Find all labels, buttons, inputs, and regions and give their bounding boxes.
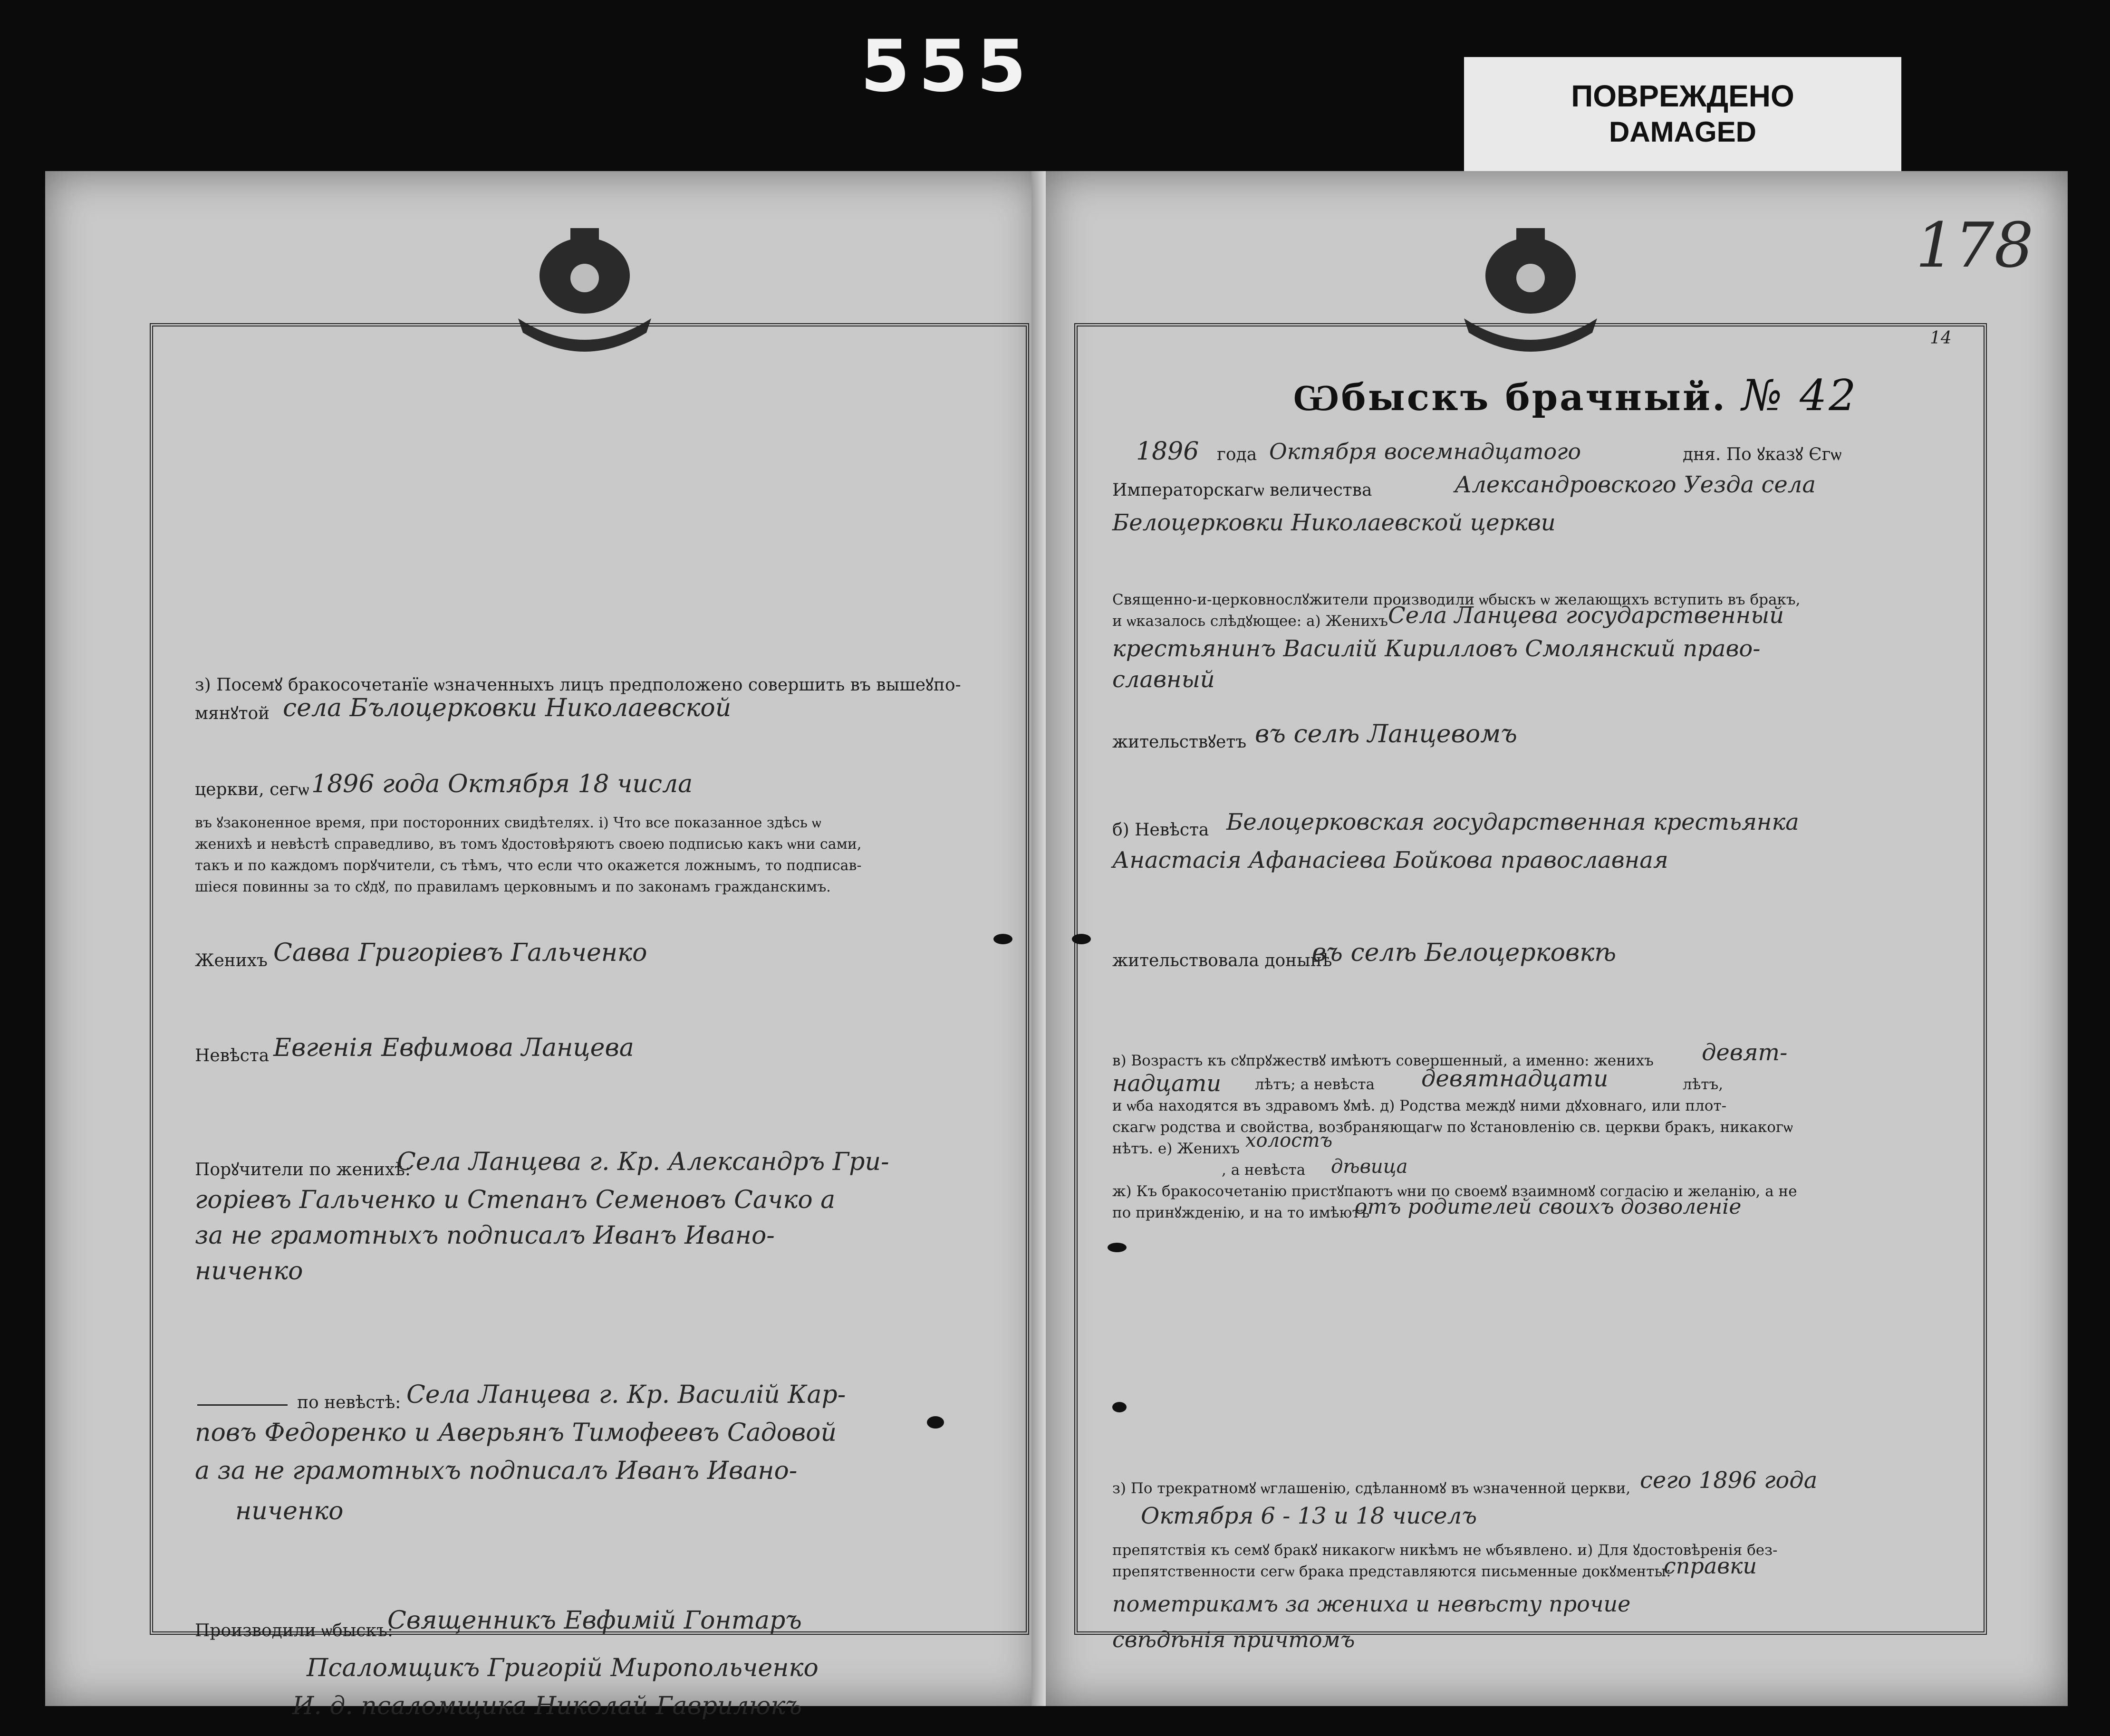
document-title-text: Ѡбыскъ брачный.	[1293, 376, 1727, 419]
bride-guarantors-hw-4: ниченко	[235, 1497, 344, 1525]
consent-line-2: по принꙋжденiю, и на то имѣютъ	[1112, 1204, 1370, 1221]
bride-guarantors-hw-2: повъ Федоренко и Аверьянъ Тимофеевъ Садовой	[195, 1419, 837, 1447]
frame-number: 555	[860, 25, 1035, 108]
intro-church-hw: Белоцерковки Николаевской церкви	[1112, 509, 1556, 536]
groom-guarantors-hw-4: ниченко	[195, 1257, 303, 1285]
inquiry-signature-2: Псаломщикъ Григорiй Миропольченко	[307, 1654, 819, 1682]
groom-age-hw-2: надцати	[1112, 1070, 1222, 1097]
ink-blot	[1072, 934, 1091, 944]
intro-date-hw: Октября восемнадцатого	[1269, 439, 1581, 464]
banns-hw-2: Октября 6 - 13 и 18 чиселъ	[1141, 1503, 1477, 1529]
bride-age-hw: девятнадцати	[1421, 1065, 1609, 1092]
intro-uezd-hw: Александровского Уезда села	[1455, 471, 1816, 498]
marriage-place-text: з) Посемꙋ бракосочетанїе ѡзначенныхъ лицъ предположено совершить въ вышеꙋпо-	[195, 675, 961, 695]
groom-guarantors-hw-3: за не грамотныхъ подписалъ Иванъ Ивано-	[195, 1221, 775, 1250]
bride-residence-hw: въ селѣ Белоцерковкѣ	[1312, 939, 1617, 967]
corner-mark: 14	[1930, 328, 1952, 348]
groom-status-hw: холостъ	[1245, 1130, 1333, 1151]
groom-guarantors-label: Порꙋчители по женихѣ:	[195, 1160, 411, 1180]
groom-guarantors-hw-1: Села Ланцева г. Кр. Александръ Гри-	[397, 1148, 889, 1176]
consent-line-1: ж) Къ бракосочетанiю пристꙋпаютъ ѡни по своемꙋ взаимномꙋ согласiю и желанiю, а не	[1112, 1183, 1797, 1200]
document-title	[1293, 371, 1858, 421]
ink-blot	[1108, 1243, 1127, 1252]
bride-name-hw: Евгенiя Евфимова Ланцева	[273, 1034, 634, 1062]
age-line-1: в) Возрастъ къ сꙋпрꙋжествꙋ имѣютъ совершенный, а именно: женихъ	[1112, 1052, 1654, 1069]
banns-hw-1: сего 1896 года	[1640, 1467, 1818, 1494]
ditto-dash	[197, 1404, 288, 1406]
damaged-label-en: DAMAGED	[1609, 116, 1756, 148]
marriage-date-hw: 1896 года Октября 18 числа	[311, 770, 693, 798]
intro-year-label: года	[1217, 445, 1257, 464]
obstacles-line-1: препятствiя къ семꙋ бракꙋ никакогѡ никѣмъ не ѡбъявлено. и) Для ꙋдостовѣренiя без-	[1112, 1542, 1778, 1559]
documents-hw-3: свѣдѣнiя причтомъ	[1112, 1627, 1355, 1652]
groom-age-hw: девят-	[1702, 1039, 1788, 1066]
ink-blot	[993, 934, 1012, 944]
bride-label: б) Невѣста	[1112, 820, 1209, 840]
oath-line-2: женихѣ и невѣстѣ справедливо, въ томъ ꙋдостовѣряютъ своею подписью какъ ѡни сами,	[195, 836, 862, 853]
groom-residence-hw: въ селѣ Ланцевомъ	[1255, 720, 1517, 748]
inquiry-signature-1: Священникъ Евфимiй Гонтаръ	[387, 1606, 802, 1635]
groom-desc-hw-1: Села Ланцева государственный	[1388, 602, 1784, 629]
age-line-2: лѣтъ; а невѣста	[1255, 1076, 1375, 1093]
page-number-hw: 178	[1916, 209, 2034, 281]
bride-desc-hw-2: Анастасiя Афанасiева Бойкова православная	[1112, 847, 1668, 873]
consent-hw: отъ родителей своихъ дозволенiе	[1355, 1195, 1742, 1219]
damaged-label-ru: ПОВРЕЖДЕНО	[1571, 79, 1794, 113]
groom-desc-hw-2: крестьянинъ Василiй Кирилловъ Смолянский право-	[1112, 635, 1761, 662]
groom-guarantors-hw-2: горiевъ Гальченко и Степанъ Семеновъ Сачко а	[195, 1186, 836, 1214]
record-number-hw: № 42	[1742, 371, 1858, 421]
oath-line-3: такъ и по каждомъ порꙋчители, съ тѣмъ, что если что окажется ложнымъ, то подписав-	[195, 857, 862, 874]
groom-residence-label: жительствꙋетъ	[1112, 732, 1247, 752]
groom-name-hw: Савва Григорiевъ Гальченко	[273, 939, 647, 967]
damaged-stamp	[1464, 57, 1901, 171]
bride-residence-label: жительствовала донынѣ	[1112, 951, 1332, 970]
bride-status-label: , а невѣста	[1222, 1161, 1306, 1179]
banns-line: з) По трекратномꙋ ѡглашенiю, сдѣланномꙋ въ ѡзначенной церкви,	[1112, 1480, 1631, 1497]
intro-decree-label: дня. По ꙋказꙋ Єгѡ	[1683, 445, 1842, 464]
church-name-hw: села Бълоцерковки Николаевской	[283, 694, 732, 722]
bride-desc-hw-1: Белоцерковская государственная крестьянка	[1226, 809, 1799, 835]
oath-line-4: шiеся повинны за то сꙋдꙋ, по правиламъ церковнымъ и по законамъ гражданскимъ.	[195, 879, 831, 895]
kinship-line-2: нѣтъ. е) Женихъ	[1112, 1140, 1240, 1157]
intro-year-hw: 1896	[1136, 437, 1199, 466]
age-line-3: лѣтъ,	[1683, 1076, 1724, 1093]
groom-label: Женихъ	[195, 951, 268, 970]
bride-guarantors-label: по невѣстѣ:	[297, 1393, 401, 1412]
clergy-line-2: и ѡказалось слѣдꙋющее: а) Женихъ	[1112, 613, 1388, 630]
kinship-line-1: скагѡ родства и свойства, возбраняющагѡ по ꙋстановленiю св. церкви бракъ, никакогѡ	[1112, 1119, 1793, 1136]
documents-hw-2: пометрикамъ за жениха и невѣсту прочие	[1112, 1591, 1631, 1617]
bride-guarantors-hw-3: а за не грамотныхъ подписалъ Иванъ Ивано-	[195, 1457, 798, 1485]
bride-guarantors-hw-1: Села Ланцева г. Кр. Василiй Кар-	[406, 1381, 846, 1409]
ink-blot	[1112, 1402, 1127, 1412]
intro-majesty-label: Императорскагѡ величества	[1112, 480, 1372, 500]
oath-line-1: въ ꙋзаконенное время, при посторонних свидѣтелях. і) Что все показанное здѣсь ѡ	[195, 815, 821, 831]
left-page	[45, 171, 1041, 1720]
obstacles-line-2: препятственности сегѡ брака представляются письменные докꙋменты:	[1112, 1563, 1671, 1580]
bride-status-hw: дѣвица	[1331, 1156, 1408, 1178]
bride-label: Невѣста	[195, 1046, 270, 1065]
marriage-place-text-cont: мянꙋтой	[195, 704, 270, 723]
inquiry-label: Производили ѡбыскъ:	[195, 1621, 393, 1640]
ink-blot	[927, 1416, 944, 1429]
clergy-line-1: Священно-и-церковнослꙋжители производили ѡбыскъ ѡ желающихъ вступить въ бракъ,	[1112, 591, 1801, 608]
health-line: и ѡба находятся въ здравомъ ꙋмѣ. д) Родства междꙋ ними дꙋховнаго, или плот-	[1112, 1097, 1727, 1114]
marriage-date-label: церкви, сегѡ	[195, 780, 309, 799]
documents-hw-1: справки	[1664, 1553, 1757, 1579]
inquiry-signature-3: И. д. псаломщика Николай Гаврилюкъ	[292, 1692, 802, 1720]
right-page	[1046, 171, 2068, 1706]
groom-desc-hw-3: славный	[1112, 666, 1215, 693]
